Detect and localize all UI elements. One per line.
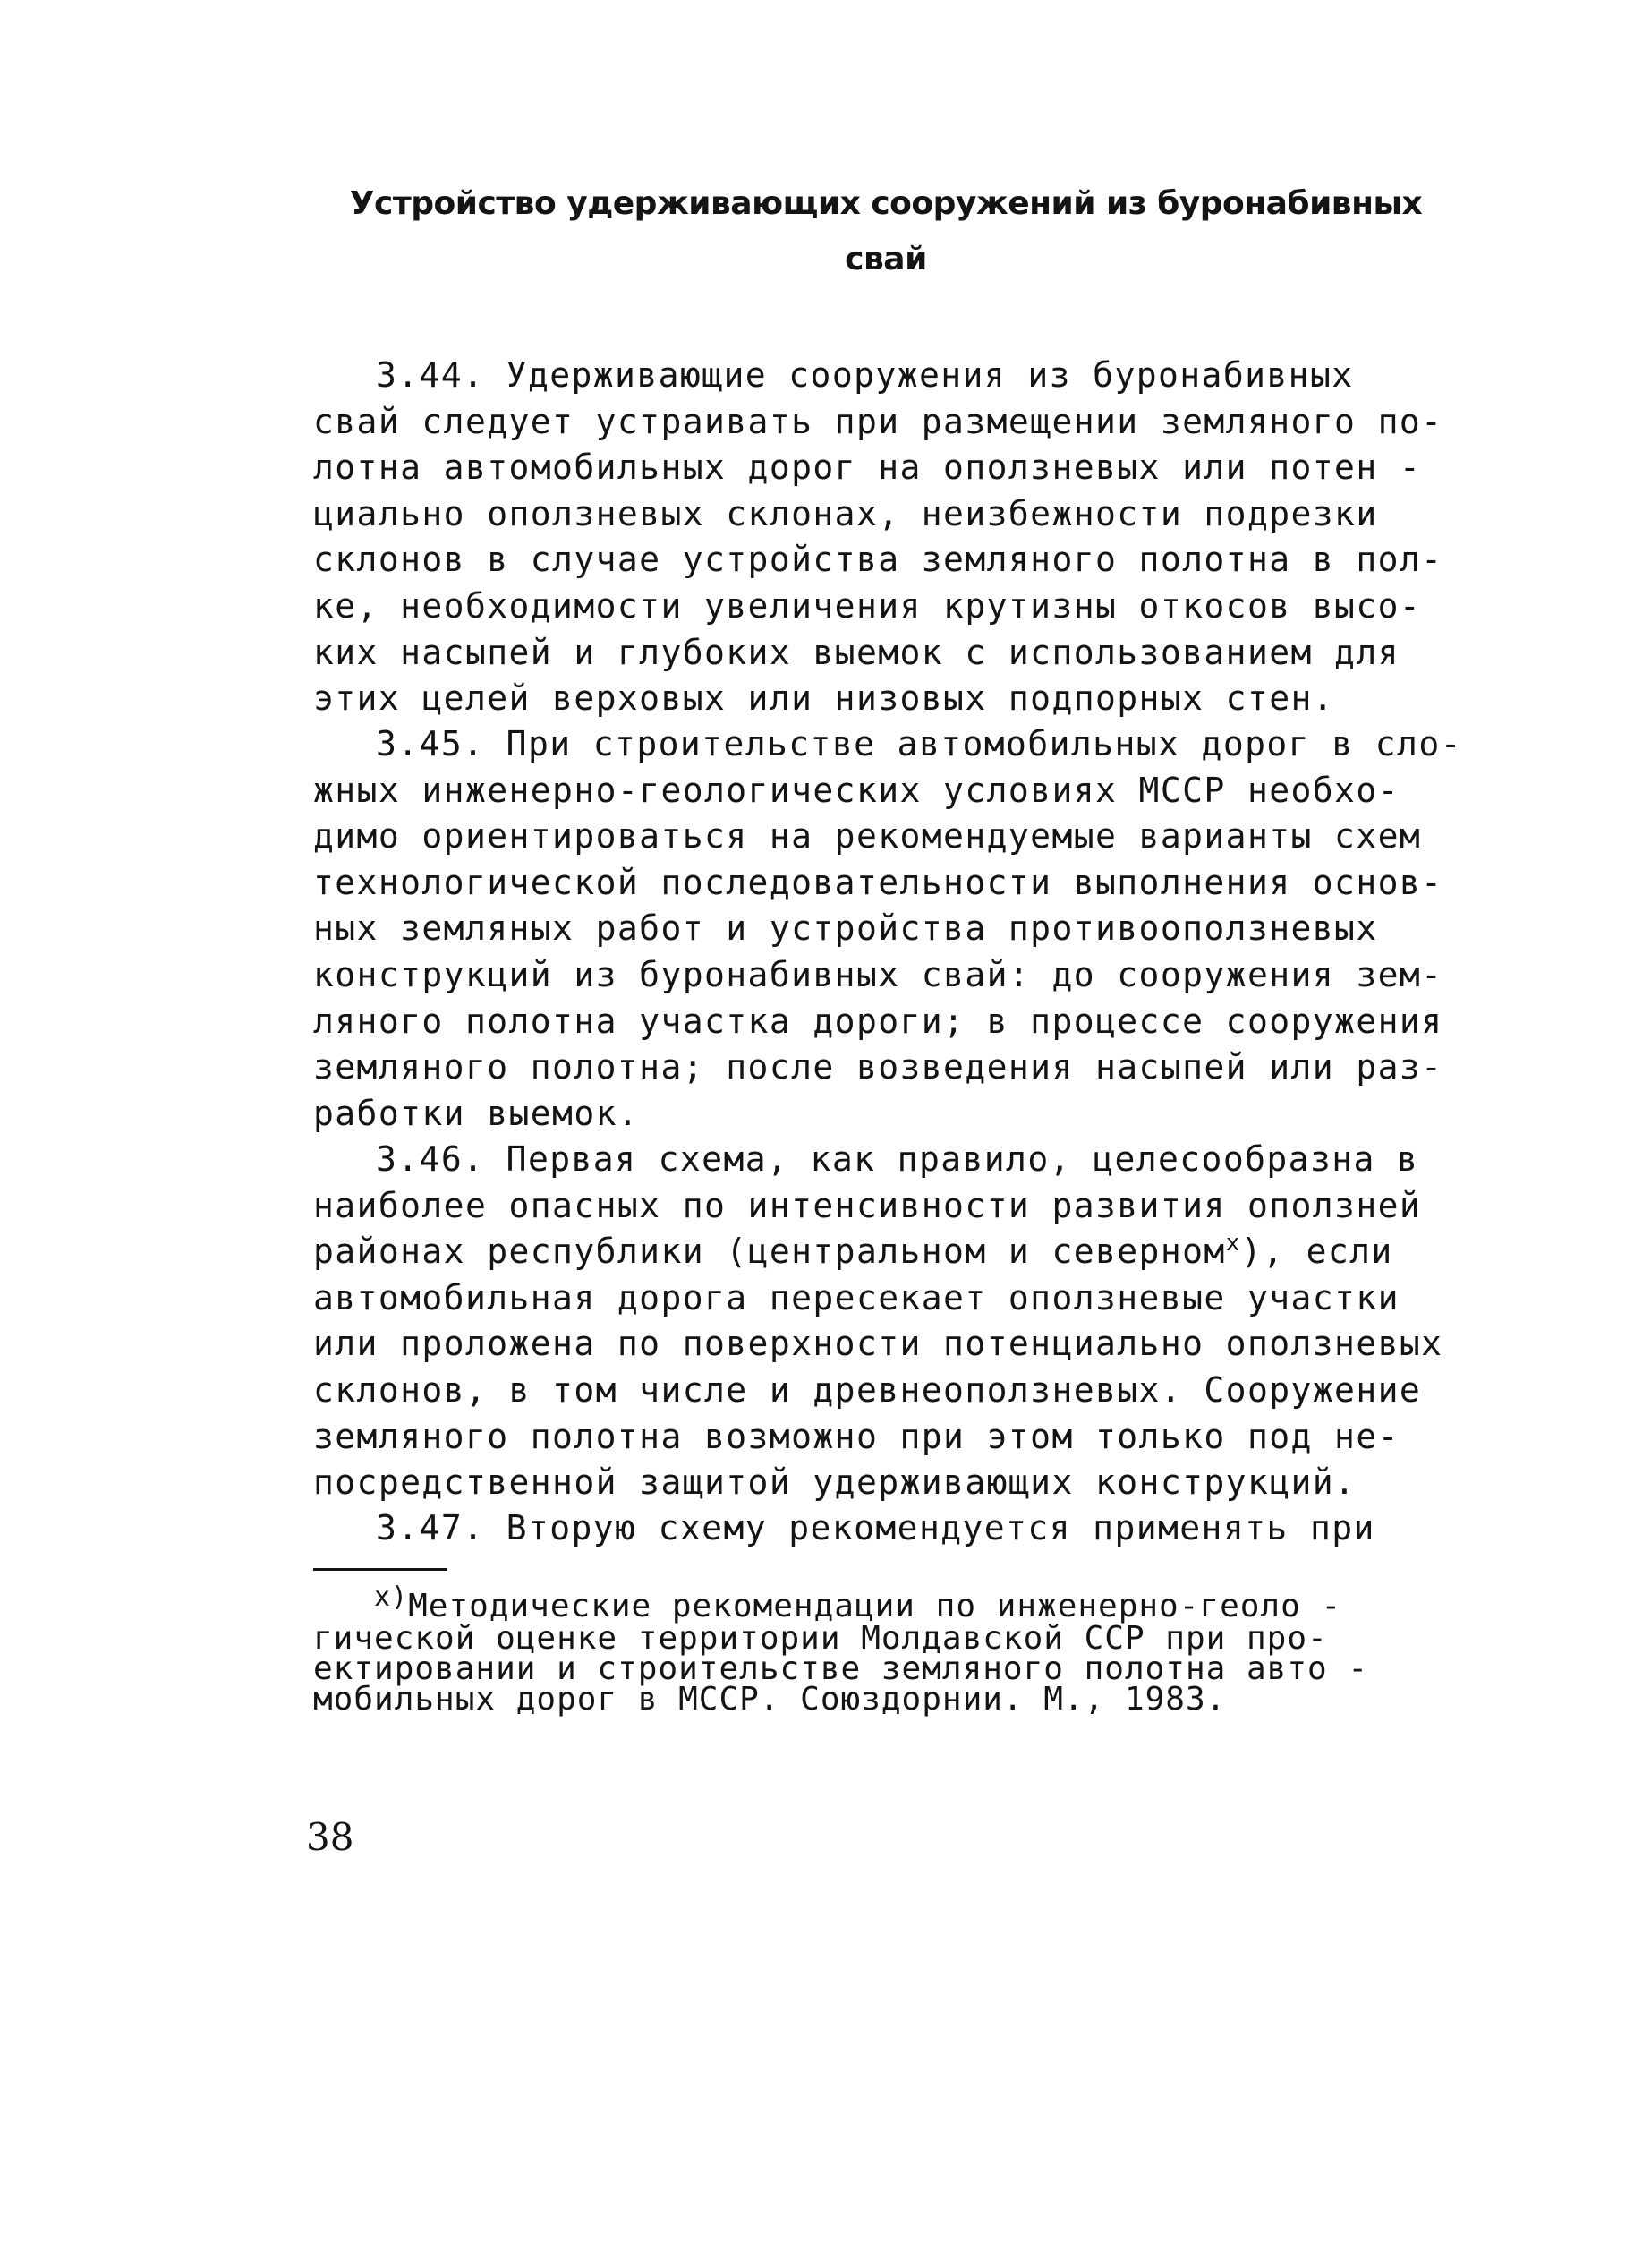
text-line: ляного полотна участка дороги; в процессе сооружения [313,1001,1443,1041]
text-line: ких насыпей и глубоких выемок с использованием для [313,632,1400,672]
section-title-continuation: свай [845,241,927,277]
footnote-line: ектировании и строительстве земляного полотна авто - [313,1650,1369,1687]
footnote-divider [313,1568,447,1571]
footnote-line: гической оценке территории Молдавской ССР при про- [313,1620,1328,1657]
text-line: 3.44. Удерживающие сооружения из буронабивных [376,355,1354,395]
text-line: этих целей верховых или низовых подпорных стен. [313,678,1335,719]
section-title: Устройство удерживающих сооружений из буронабивных [349,185,1423,222]
text-line-with-footnote-ref [313,1229,1499,1275]
paragraph-3-47 [313,1505,1499,1552]
footnote-line [313,1582,1503,1624]
text-line: жных инженерно-геологических условиях МССР необхо- [313,770,1400,810]
text-line: посредственной защитой удерживающих конструкций. [313,1462,1357,1503]
text-line: ке, необходимости увеличения крутизны откосов высо- [313,585,1422,626]
paragraph-3-45 [313,721,1499,1137]
text-line: автомобильная дорога пересекает оползневые участки [313,1277,1400,1317]
text-line: лотна автомобильных дорог на оползневых или потен - [313,448,1422,488]
text-line: конструкций из буронабивных свай: до сооружения зем- [313,954,1443,994]
text-fragment: Методические рекомендации по инженерно-геоло - [408,1588,1342,1624]
text-line: технологической последовательности выполнения основ- [313,862,1443,902]
text-line: циально оползневых склонах, неизбежности подрезки [313,493,1378,533]
text-line: 3.46. Первая схема, как правило, целесообразна в [376,1139,1419,1179]
text-line: ных земляных работ и устройства противооползневых [313,908,1378,949]
text-line: или проложена по поверхности потенциально оползневых [313,1324,1443,1364]
text-line: склонов в случае устройства земляного полотна в пол- [313,540,1443,580]
footnote [313,1582,1503,1718]
paragraph-3-46 [313,1137,1499,1506]
text-line: димо ориентироваться на рекомендуемые варианты схем [313,816,1422,857]
footnote-marker: x) [374,1582,409,1613]
text-line: свай следует устраивать при размещении земляного по- [313,401,1443,441]
text-line: земляного полотна; после возведения насыпей или раз- [313,1047,1443,1087]
page-number: 38 [306,1815,354,1859]
footnote-reference: x [1225,1230,1241,1258]
text-fragment: районах республики (центральном и северном [313,1232,1226,1272]
text-line: склонов, в том числе и древнеоползневых. Сооружение [313,1369,1422,1410]
text-line: земляного полотна возможно при этом только под не- [313,1416,1400,1456]
text-line: 3.45. При строительстве автомобильных дорог в сло- [376,724,1462,763]
text-line: наиболее опасных по интенсивности развития оползней [313,1185,1422,1225]
text-line: работки выемок. [313,1093,640,1133]
paragraph-3-44 [313,353,1499,722]
text-fragment: ), если [1240,1232,1393,1272]
footnote-line: мобильных дорог в МССР. Союздорнии. М., 1983. [313,1681,1227,1718]
text-line: 3.47. Вторую схему рекомендуется применять при [376,1508,1375,1548]
